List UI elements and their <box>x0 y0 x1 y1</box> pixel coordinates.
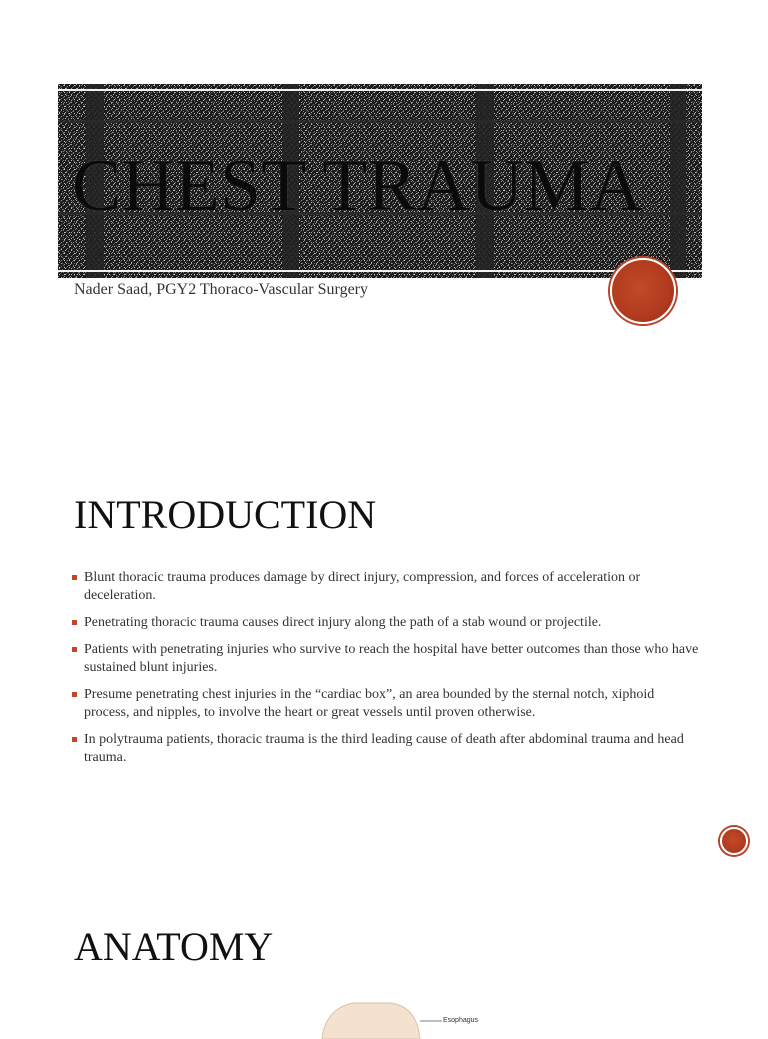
accent-circle <box>610 258 676 324</box>
bullet-item <box>72 731 702 767</box>
bullet-marker-icon <box>72 575 77 580</box>
banner-top-rule <box>58 89 702 91</box>
bullet-item <box>72 569 702 605</box>
accent-circle <box>720 827 748 855</box>
bullet-text: Presume penetrating chest injuries in the “cardiac box”, an area bounded by the sternal notch, xiphoid process, and nipples, to involve the heart or great vessels until proven otherwise. <box>84 687 655 720</box>
bullet-text: Penetrating thoracic trauma causes direct injury along the path of a stab wound or projectile. <box>84 615 602 630</box>
banner-bottom-rule <box>58 270 702 272</box>
figure-label: Esophagus <box>443 1017 479 1024</box>
bullet-marker-icon <box>72 620 77 625</box>
title-banner <box>58 84 702 278</box>
bullet-item <box>72 686 702 722</box>
slide-heading: ANATOMY <box>74 924 274 969</box>
bullet-text: Patients with penetrating injuries who survive to reach the hospital have better outcomes than those who have sustained blunt injuries. <box>84 642 699 675</box>
bullet-list <box>72 569 702 776</box>
bullet-text: In polytrauma patients, thoracic trauma is the third leading cause of death after abdominal trauma and head trauma. <box>84 732 684 765</box>
bullet-marker-icon <box>72 737 77 742</box>
slide-heading: INTRODUCTION <box>74 492 377 537</box>
slide-subtitle: Nader Saad, PGY2 Thoraco-Vascular Surgery <box>74 281 368 298</box>
bullet-item <box>72 641 702 677</box>
slide-title: CHEST TRAUMA <box>72 145 643 227</box>
title-slide <box>0 0 768 430</box>
introduction-slide <box>0 445 768 880</box>
anatomy-slide <box>0 895 768 1024</box>
bullet-item <box>72 614 702 632</box>
bullet-text: Blunt thoracic trauma produces damage by direct injury, compression, and forces of acceleration or deceleration. <box>84 570 641 603</box>
bullet-marker-icon <box>72 692 77 697</box>
bullet-marker-icon <box>72 647 77 652</box>
